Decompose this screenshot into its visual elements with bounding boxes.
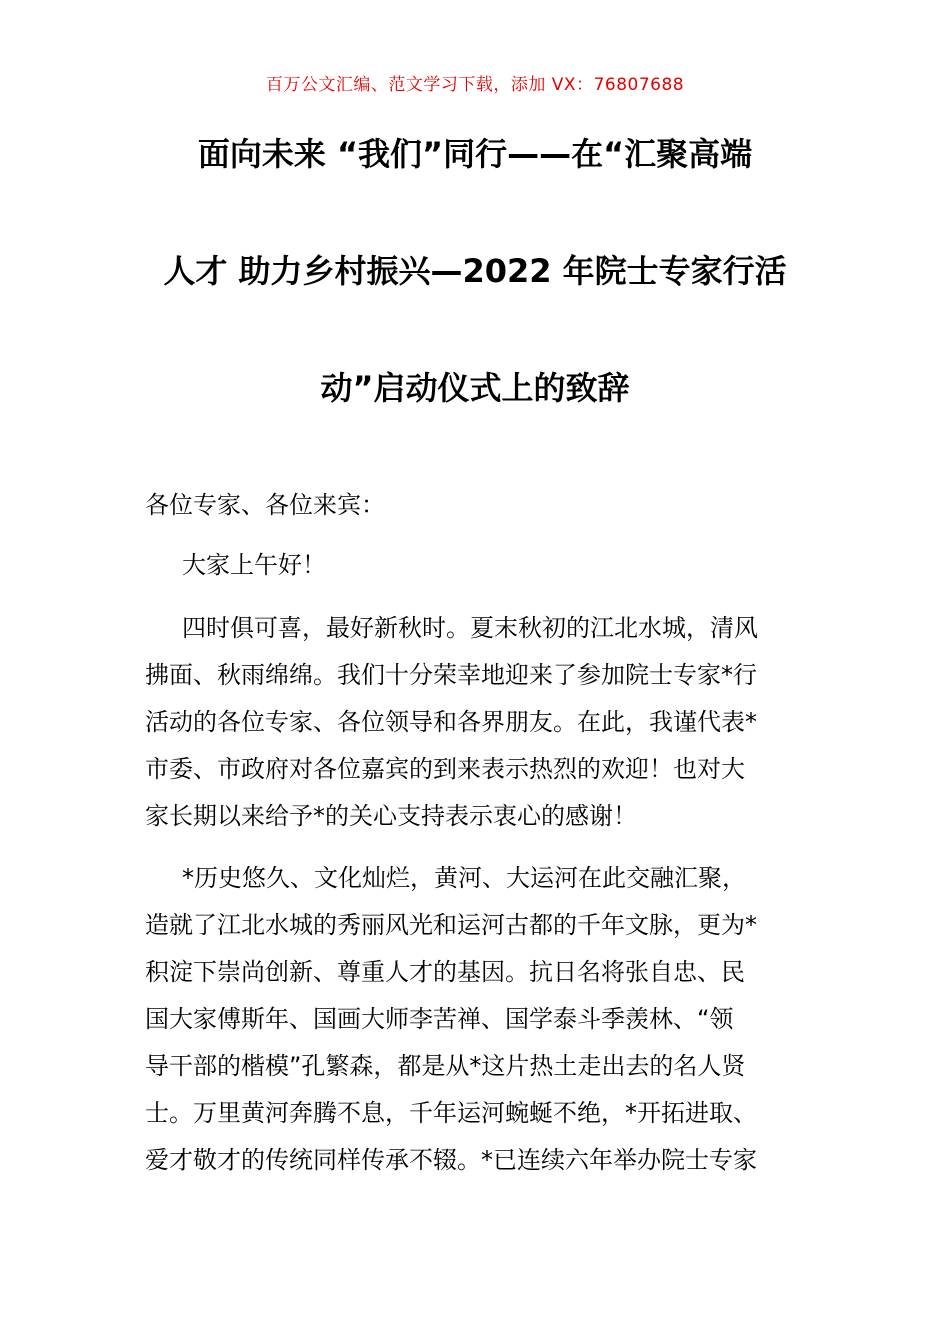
paragraph-2-line-5: 导干部的楷模”孔繁森，都是从*这片热土走出去的名人贤 bbox=[145, 1052, 746, 1080]
greeting: 大家上午好！ bbox=[182, 551, 326, 579]
paragraph-1-line-3: 活动的各位专家、各位领导和各界朋友。在此，我谨代表* bbox=[145, 708, 757, 736]
paragraph-1-line-5: 家长期以来给予*的关心支持表示衷心的感谢！ bbox=[145, 802, 637, 830]
paragraph-2-line-6: 士。万里黄河奔腾不息，千年运河蜿蜒不绝，*开拓进取、 bbox=[145, 1099, 757, 1127]
paragraph-2-line-4: 国大家傅斯年、国画大师李苦禅、国学泰斗季羡林、“领 bbox=[145, 1005, 734, 1033]
paragraph-1-line-4: 市委、市政府对各位嘉宾的到来表示热烈的欢迎！也对大 bbox=[145, 755, 745, 783]
salutation: 各位专家、各位来宾： bbox=[145, 491, 385, 519]
header-promo-note: 百万公文汇编、范文学习下载，添加 VX：76807688 bbox=[265, 75, 685, 95]
paragraph-1-line-2: 拂面、秋雨绵绵。我们十分荣幸地迎来了参加院士专家*行 bbox=[145, 661, 757, 689]
title-line-1: 面向未来 “我们”同行——在“汇聚高端 bbox=[197, 135, 753, 173]
paragraph-2-line-1: *历史悠久、文化灿烂，黄河、大运河在此交融汇聚， bbox=[182, 864, 746, 892]
title-line-3: 动”启动仪式上的致辞 bbox=[320, 369, 630, 407]
paragraph-2-line-3: 积淀下崇尚创新、尊重人才的基因。抗日名将张自忠、民 bbox=[145, 958, 745, 986]
paragraph-2-line-2: 造就了江北水城的秀丽风光和运河古都的千年文脉，更为* bbox=[145, 911, 757, 939]
paragraph-1-line-1: 四时俱可喜，最好新秋时。夏末秋初的江北水城，清风 bbox=[182, 614, 758, 642]
paragraph-2-line-7: 爱才敬才的传统同样传承不辍。*已连续六年举办院士专家 bbox=[145, 1146, 757, 1174]
title-line-2: 人才 助力乡村振兴—2022 年院士专家行活 bbox=[163, 252, 787, 290]
